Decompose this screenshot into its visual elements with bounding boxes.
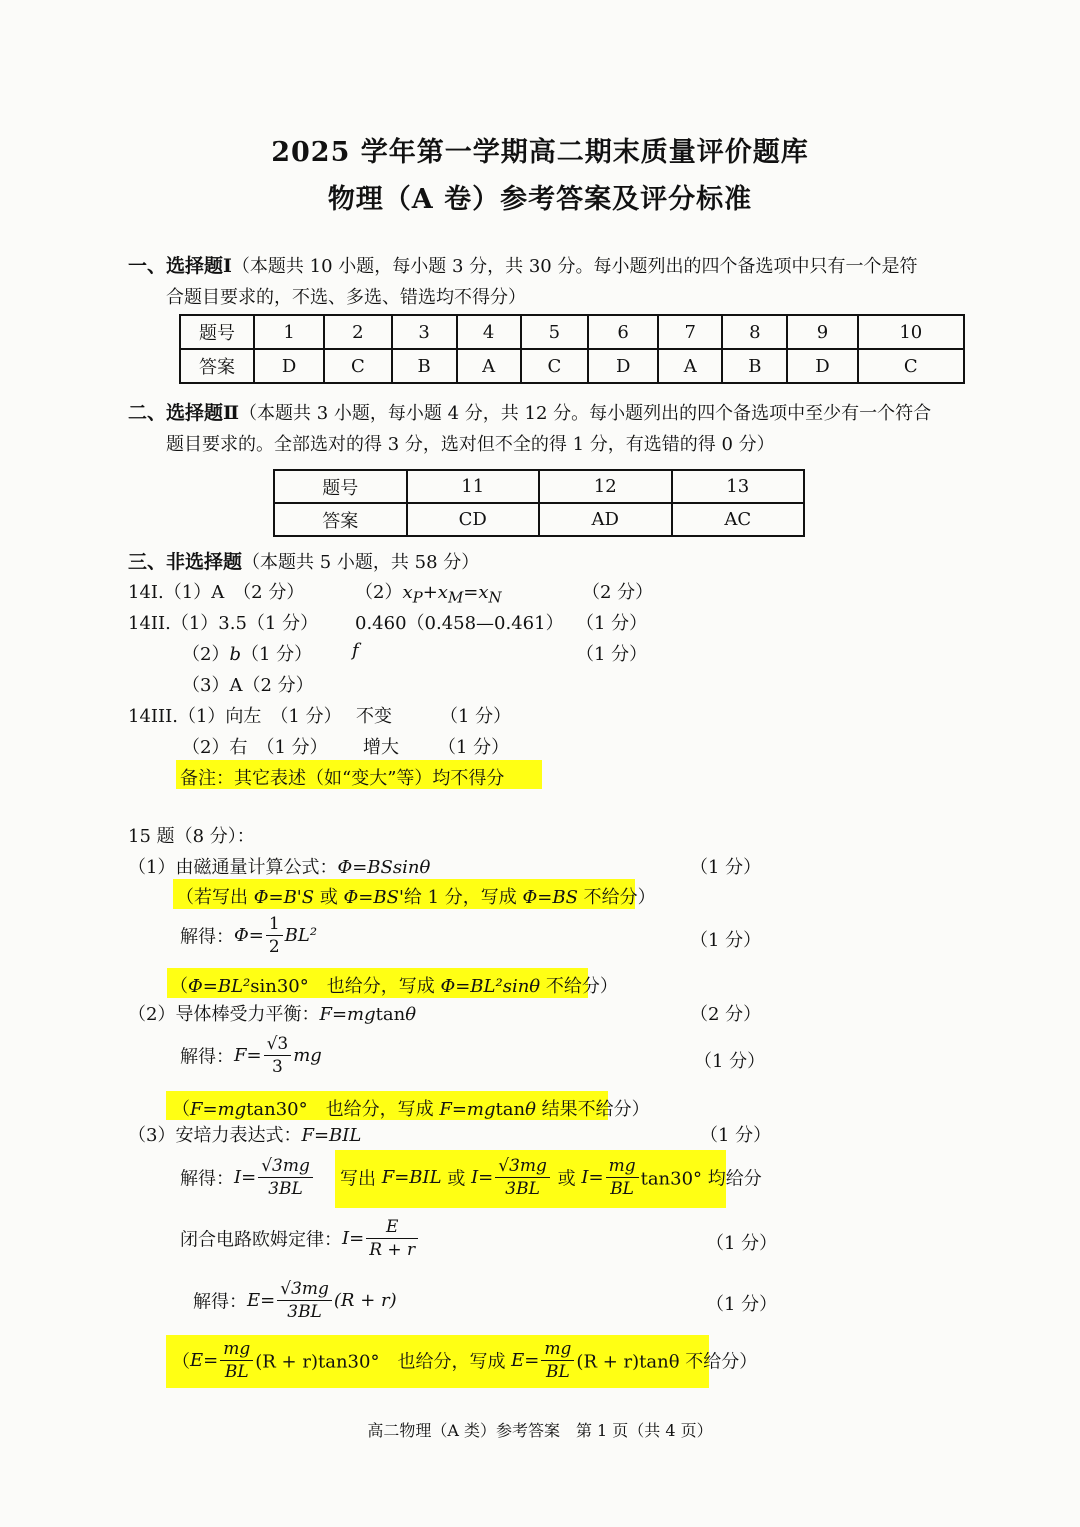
- fraction-denominator: 3BL: [287, 1302, 322, 1322]
- table-cell: CD: [407, 503, 540, 536]
- formula-tan: tan: [375, 1004, 406, 1025]
- note-formula: Φ=BS: [522, 887, 578, 908]
- fraction-numerator: mg: [541, 1338, 574, 1361]
- fraction-denominator: 2: [268, 937, 280, 957]
- formula-lhs: F=: [234, 1045, 262, 1066]
- section1-heading: 一、选择题Ⅰ: [128, 255, 232, 277]
- table-cell: AC: [672, 503, 805, 536]
- q15-p3-score: （1 分）: [700, 1125, 772, 1146]
- section1-heading-line: [128, 251, 917, 278]
- fraction: [541, 1338, 574, 1383]
- q15-p1-line: [128, 853, 430, 879]
- formula-eq: =x: [463, 582, 489, 603]
- section1-desc: （本题共 10 小题，每小题 3 分，共 30 分。每小题列出的四个备选项中只有一个是符: [231, 256, 918, 277]
- note-formula: E=: [190, 1350, 219, 1371]
- table-cell: 12: [539, 470, 672, 503]
- note-formula: Φ=B'S: [253, 887, 315, 908]
- q14II-1-score: （1 分）: [576, 613, 648, 634]
- table-header-cell: 答案: [274, 503, 407, 536]
- fraction: [220, 1338, 253, 1383]
- fraction: [277, 1278, 332, 1323]
- table-cell: 5: [521, 315, 588, 349]
- note-text: （: [170, 976, 188, 997]
- q15-p2-solution: [180, 1033, 322, 1078]
- q14III-1-score: （1 分）: [440, 706, 512, 727]
- q15-p2-sol-score: （1 分）: [694, 1051, 766, 1072]
- note-formula: Φ=BS': [343, 887, 404, 908]
- formula-lhs: I=: [234, 1167, 257, 1188]
- section2-desc-cont: 题目要求的。全部选对的得 3 分，选对但不全的得 1 分，有选错的得 0 分）: [166, 434, 775, 455]
- q14I-part2-label: （2）: [355, 582, 403, 603]
- table-cell: AD: [539, 503, 672, 536]
- q15-p3-solution: [180, 1155, 315, 1200]
- q14-note: 备注：其它表述（如“变大”等）均不得分: [180, 768, 505, 789]
- table-row: [274, 503, 804, 536]
- note-formula: Φ=BL²: [188, 976, 251, 997]
- q15-e-score: （1 分）: [706, 1294, 778, 1315]
- q15-p1-score: （1 分）: [690, 857, 762, 878]
- note-text: 给 1 分，写成: [403, 887, 523, 908]
- fraction-denominator: R + r: [369, 1240, 416, 1260]
- note-text: （若写出: [176, 887, 254, 908]
- note-text: 写出: [340, 1168, 382, 1190]
- section2-heading-line: [128, 398, 931, 425]
- table-header-cell: 答案: [180, 349, 254, 383]
- note-text: 不给分）: [540, 976, 618, 997]
- note-formula: E=: [511, 1350, 540, 1371]
- fraction: [606, 1155, 639, 1200]
- q15-ohm-score: （1 分）: [706, 1233, 778, 1254]
- q14II-2-post: （1 分）: [240, 644, 313, 665]
- q14II-1-answer: 14II.（1）3.5（1 分）: [128, 613, 319, 634]
- fraction: [264, 1033, 292, 1078]
- q15-e-note: [172, 1338, 757, 1383]
- q14II-2-var: b: [229, 644, 241, 665]
- note-text: tan30° 均给分: [640, 1168, 762, 1190]
- table-header-cell: 题号: [180, 315, 254, 349]
- table-cell: A: [457, 349, 521, 383]
- table-cell: 8: [722, 315, 787, 349]
- formula-rhs: BL²: [284, 925, 318, 946]
- section2-heading: 二、选择题Ⅱ: [128, 402, 240, 424]
- section3-heading-line: [128, 547, 479, 574]
- fraction-denominator: 3: [271, 1057, 283, 1077]
- fraction-denominator: 3BL: [505, 1179, 540, 1199]
- sub-m: M: [447, 588, 464, 607]
- q15-p1-note: [176, 883, 656, 909]
- q15-p1-note2: [170, 972, 618, 998]
- q14I-part2: [355, 578, 502, 607]
- note-text: 或: [551, 1168, 582, 1190]
- table-cell: 10: [858, 315, 964, 349]
- fraction-denominator: 3BL: [268, 1179, 303, 1199]
- formula-rhs: (R + r): [333, 1290, 397, 1311]
- q14III-2-mid: 增大: [363, 737, 399, 758]
- q14III-1-mid: 不变: [356, 706, 392, 727]
- table-cell: 7: [658, 315, 722, 349]
- table-cell: 11: [407, 470, 540, 503]
- section2-desc: （本题共 3 小题，每小题 4 分，共 12 分。每小题列出的四个备选项中至少有一个符合: [239, 403, 932, 424]
- q15-p2-line: [128, 1000, 416, 1026]
- section3-heading: 三、非选择题: [128, 551, 243, 573]
- q15-ohm-line: [180, 1216, 420, 1261]
- q15-p1-solution: [180, 913, 317, 958]
- q14I-answer: 14I.（1）A （2 分）: [128, 582, 305, 603]
- q14III-1-answer: 14III.（1）向左 （1 分）: [128, 706, 342, 727]
- table-cell: A: [658, 349, 722, 383]
- formula-lhs: E=: [247, 1290, 276, 1311]
- q14II-3-answer: （3）A（2 分）: [182, 675, 314, 696]
- fraction-numerator: √3: [264, 1033, 292, 1056]
- sub-n: N: [488, 588, 502, 607]
- fraction-numerator: 1: [266, 913, 283, 936]
- note-text: 或: [441, 1168, 472, 1190]
- section1-answer-table: [179, 314, 965, 384]
- q14II-2-pre: （2）: [182, 644, 230, 665]
- q15-p1-text: （1）由磁通量计算公式：: [128, 857, 338, 878]
- fraction-numerator: √3mg: [258, 1155, 313, 1178]
- q14III-2-score: （1 分）: [438, 737, 510, 758]
- table-cell: 13: [672, 470, 805, 503]
- note-formula: θ: [525, 1099, 536, 1120]
- fraction-numerator: mg: [606, 1155, 639, 1178]
- note-formula: F=mg: [190, 1099, 247, 1120]
- note-text: （: [172, 1351, 190, 1373]
- fraction: [266, 913, 283, 958]
- formula-lhs: I=: [342, 1228, 365, 1249]
- formula-x: x: [402, 582, 413, 603]
- q15-p2-note: [172, 1095, 650, 1121]
- table-cell: C: [858, 349, 964, 383]
- q15-e-solution: [193, 1278, 397, 1323]
- q15-p2-text: （2）导体棒受力平衡：: [128, 1004, 320, 1025]
- table-cell: D: [588, 349, 658, 383]
- table-cell: 3: [392, 315, 457, 349]
- note-formula: Φ=BL²sinθ: [440, 976, 541, 997]
- fraction-numerator: mg: [220, 1338, 253, 1361]
- formula: F=mg: [319, 1004, 376, 1025]
- table-cell: 6: [588, 315, 658, 349]
- fraction: [495, 1155, 550, 1200]
- q14III-2-answer: （2）右 （1 分）: [182, 737, 328, 758]
- note-formula: I=: [471, 1167, 494, 1188]
- table-cell: B: [392, 349, 457, 383]
- note-text: （: [172, 1099, 190, 1120]
- fraction-denominator: BL: [224, 1362, 249, 1382]
- fraction-denominator: BL: [610, 1179, 634, 1199]
- table-cell: D: [787, 349, 857, 383]
- table-row: [274, 470, 804, 503]
- fraction: [366, 1216, 418, 1261]
- note-formula: F=BIL: [381, 1167, 442, 1188]
- table-cell: 4: [457, 315, 521, 349]
- page-title: 2025 学年第一学期高二期末质量评价题库: [271, 137, 809, 168]
- section3-desc: （本题共 5 小题，共 58 分）: [242, 552, 480, 573]
- q14II-2-answer: [182, 640, 312, 666]
- note-text: tan30° 也给分，写成: [246, 1099, 440, 1120]
- fraction-denominator: BL: [546, 1362, 570, 1382]
- formula-theta: θ: [405, 1004, 417, 1025]
- q14II-2-score: （1 分）: [576, 644, 648, 665]
- q15-p1-formula: Φ=BSsinθ: [337, 857, 431, 878]
- note-formula: I=: [581, 1167, 604, 1188]
- table-header-cell: 题号: [274, 470, 407, 503]
- note-text: 结果不给分）: [535, 1099, 650, 1120]
- fraction-numerator: E: [366, 1216, 418, 1239]
- sub-p: P: [412, 588, 423, 607]
- table-cell: C: [521, 349, 588, 383]
- table-row: [180, 349, 964, 383]
- q15-p3-line: [128, 1121, 361, 1147]
- q15-p3-note: [340, 1155, 762, 1200]
- page-subtitle: 物理（A 卷）参考答案及评分标准: [327, 184, 753, 215]
- note-text: 或: [314, 887, 344, 908]
- q15-heading: 15 题（8 分）：: [128, 826, 255, 847]
- q15-p1-sol-score: （1 分）: [690, 930, 762, 951]
- fraction-numerator: √3mg: [277, 1278, 332, 1301]
- note-formula: F=mg: [439, 1099, 496, 1120]
- q14II-2-mid: f: [352, 640, 359, 661]
- q14I-formula: [402, 582, 502, 607]
- table-cell: C: [324, 349, 391, 383]
- formula: F=BIL: [301, 1125, 362, 1146]
- q14II-1-mid: 0.460（0.458—0.461）: [355, 613, 564, 634]
- note-text: (R + r)tan30° 也给分，写成: [255, 1351, 512, 1373]
- table-cell: 9: [787, 315, 857, 349]
- section2-answer-table: [273, 469, 805, 537]
- fraction: [258, 1155, 313, 1200]
- note-text: tan: [495, 1099, 526, 1120]
- table-cell: 1: [254, 315, 324, 349]
- table-cell: 2: [324, 315, 391, 349]
- table-cell: B: [722, 349, 787, 383]
- ohm-text: 闭合电路欧姆定律：: [180, 1229, 342, 1251]
- solve-label: 解得：: [180, 926, 234, 948]
- note-text: 不给分）: [577, 887, 656, 908]
- fraction-numerator: √3mg: [495, 1155, 550, 1178]
- formula-rhs: mg: [293, 1045, 322, 1066]
- q14I-score: （2 分）: [582, 582, 654, 603]
- note-text: (R + r)tanθ 不给分）: [576, 1351, 758, 1373]
- page-footer: 高二物理（A 类）参考答案 第 1 页（共 4 页）: [367, 1421, 713, 1440]
- q15-p2-score: （2 分）: [690, 1004, 762, 1025]
- note-text: sin30° 也给分，写成: [250, 976, 441, 997]
- q15-p3-text: （3）安培力表达式：: [128, 1125, 302, 1146]
- solve-label: 解得：: [180, 1046, 234, 1068]
- formula-lhs: Φ=: [234, 925, 264, 946]
- table-cell: D: [254, 349, 324, 383]
- solve-label: 解得：: [180, 1168, 234, 1190]
- formula-plus: +x: [422, 582, 448, 603]
- table-row: [180, 315, 964, 349]
- section1-desc-cont: 合题目要求的，不选、多选、错选均不得分）: [166, 287, 526, 308]
- solve-label: 解得：: [193, 1291, 247, 1313]
